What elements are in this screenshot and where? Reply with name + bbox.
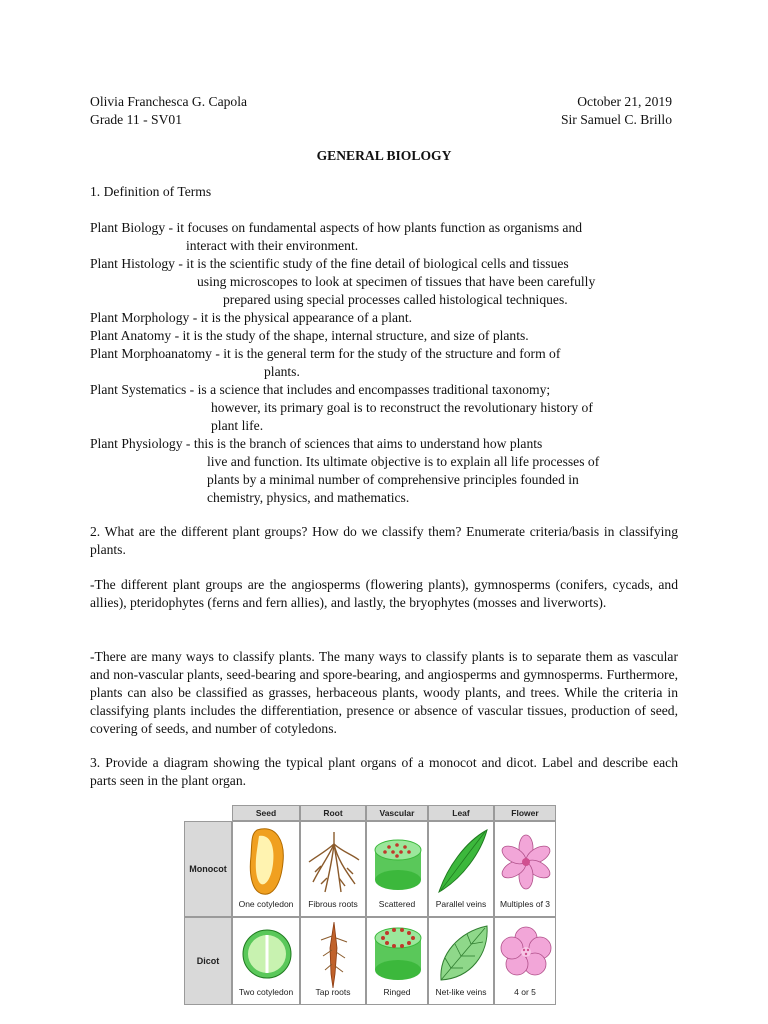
def-line: prepared using special processes called histological techniques. bbox=[223, 292, 568, 307]
dicot-leaf-cell bbox=[428, 917, 494, 1005]
col-header-seed: Seed bbox=[232, 805, 300, 821]
monocot-leaf-cell bbox=[428, 821, 494, 917]
section1-heading: 1. Definition of Terms bbox=[90, 184, 212, 199]
dicot-seed-cell bbox=[232, 917, 300, 1005]
dicot-flower-caption: 4 or 5 bbox=[514, 987, 536, 997]
row-header-dicot: Dicot bbox=[184, 917, 232, 1005]
def-line: chemistry, physics, and mathematics. bbox=[207, 490, 410, 505]
def-line: plants by a minimal number of comprehensive principles founded in bbox=[207, 472, 579, 487]
scattered-vascular-image bbox=[367, 822, 429, 902]
def-line: Plant Morphoanatomy - it is the general term for the study of the structure and form of bbox=[90, 346, 561, 361]
section2-answer-classify: -There are many ways to classify plants. The many ways to classify plants is to separate them as vascular and non-vascular plants, seed-bearing and spore-bearing, and angiosperms and gymnosperms. Furthermore, plants can also be classified as grasses, herbaceous plants, woody plants, and trees. While the criteria in classifying plants includes the differentiation, presence or absence of vascular tissues, production of seed, covering of seeds, and number of cotyledons. bbox=[90, 649, 678, 736]
monocot-root-caption: Fibrous roots bbox=[308, 899, 358, 909]
monocot-seed-caption: One cotyledon bbox=[238, 899, 294, 909]
netlike-leaf-image bbox=[429, 918, 495, 992]
dicot-seed-image bbox=[233, 918, 301, 992]
grade-section: Grade 11 - SV01 bbox=[90, 112, 182, 127]
dicot-vascular-caption: Ringed bbox=[383, 987, 411, 997]
row-header-monocot: Monocot bbox=[184, 821, 232, 917]
monocot-leaf-caption: Parallel veins bbox=[435, 899, 487, 909]
parallel-leaf-image bbox=[429, 822, 495, 902]
dicot-leaf-caption: Net-like veins bbox=[435, 987, 487, 997]
teacher-name: Sir Samuel C. Brillo bbox=[560, 112, 672, 127]
def-line: Plant Histology - it is the scientific study of the fine detail of biological cells and tissues bbox=[90, 256, 569, 271]
fibrous-root-image bbox=[301, 822, 367, 902]
section2-question: 2. What are the different plant groups? How do we classify them? Enumerate criteria/basis in classifying plants. bbox=[90, 524, 678, 557]
col-header-flower: Flower bbox=[494, 805, 556, 821]
tap-root-image bbox=[301, 918, 367, 992]
dicot-root-caption: Tap roots bbox=[315, 987, 351, 997]
def-line: Plant Physiology - this is the branch of sciences that aims to understand how plants bbox=[90, 436, 543, 451]
dicot-vascular-cell bbox=[366, 917, 428, 1005]
ringed-vascular-image bbox=[367, 918, 429, 992]
date: October 21, 2019 bbox=[577, 94, 672, 109]
monocot-seed-image bbox=[233, 822, 301, 902]
page-title: GENERAL BIOLOGY bbox=[316, 148, 452, 163]
def-line: Plant Anatomy - it is the study of the shape, internal structure, and size of plants. bbox=[90, 328, 529, 343]
monocot-flower-caption: Multiples of 3 bbox=[499, 899, 551, 909]
dicot-flower-cell bbox=[494, 917, 556, 1005]
monocot-seed-cell bbox=[232, 821, 300, 917]
section3-question: 3. Provide a diagram showing the typical plant organs of a monocot and dicot. Label and describe each parts seen in the plant organ. bbox=[90, 755, 678, 788]
def-line: using microscopes to look at specimen of tissues that have been carefully bbox=[197, 274, 596, 289]
def-line: interact with their environment. bbox=[186, 238, 359, 253]
def-line: Plant Morphology - it is the physical appearance of a plant. bbox=[90, 310, 413, 325]
def-line: Plant Systematics - is a science that includes and encompasses traditional taxonomy; bbox=[90, 382, 551, 397]
def-line: however, its primary goal is to reconstruct the revolutionary history of bbox=[211, 400, 593, 415]
def-line: live and function. Its ultimate objective is to explain all life processes of bbox=[207, 454, 600, 469]
col-header-root: Root bbox=[300, 805, 366, 821]
dicot-seed-caption: Two cotyledon bbox=[238, 987, 294, 997]
col-header-leaf: Leaf bbox=[428, 805, 494, 821]
monocot-root-cell bbox=[300, 821, 366, 917]
col-header-vascular: Vascular bbox=[366, 805, 428, 821]
def-line: plants. bbox=[264, 364, 300, 379]
monocot-flower-cell bbox=[494, 821, 556, 917]
def-line: plant life. bbox=[211, 418, 264, 433]
monocot-flower-image bbox=[495, 822, 557, 902]
monocot-vascular-cell bbox=[366, 821, 428, 917]
author-name: Olivia Franchesca G. Capola bbox=[90, 94, 248, 109]
dicot-flower-image bbox=[495, 918, 557, 992]
dicot-root-cell bbox=[300, 917, 366, 1005]
section2-answer-groups: -The different plant groups are the angiosperms (flowering plants), gymnosperms (conifers, cycads, and allies), pteridophytes (ferns and fern allies), and lastly, the bryophytes (mosses and liverworts). bbox=[90, 577, 678, 610]
monocot-vascular-caption: Scattered bbox=[378, 899, 416, 909]
def-line: Plant Biology - it focuses on fundamental aspects of how plants function as organisms and bbox=[90, 220, 583, 235]
